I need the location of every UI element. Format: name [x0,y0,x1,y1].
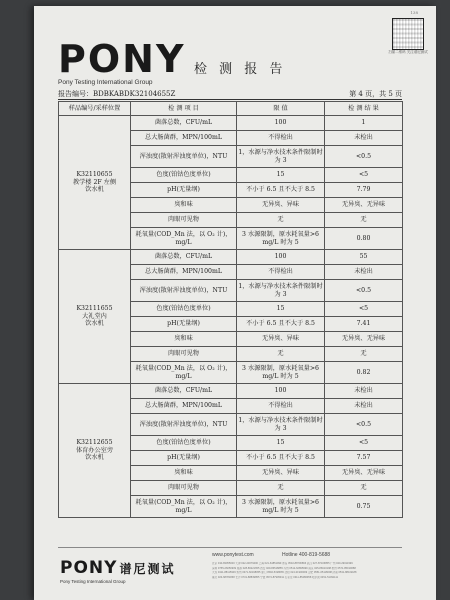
footer-divider [58,547,402,548]
test-item: 臭和味 [131,332,237,347]
contact-line: 深圳 0755-26050909 成都 028-86221655 西安 029-86518855 苏州 0512-62895999 南京 025-86910198 杭州 0571-85199688 [212,566,356,570]
test-item: pH(无量纲) [131,451,237,466]
limit-value: 无异臭、异味 [237,332,325,347]
test-item: 耗氧量(COD_Mn 法，以 O₂ 计)，mg/L [131,496,237,518]
limit-value: 不小于 6.5 且不大于 8.5 [237,317,325,332]
test-item: 总大肠菌群，MPN/100mL [131,131,237,146]
test-result: 无异臭、无异味 [325,466,403,481]
test-item: 肉眼可见物 [131,481,237,496]
limit-value: 无 [237,347,325,362]
limit-value: 无异臭、异味 [237,466,325,481]
footer-logo [60,558,175,584]
test-result: 0.80 [325,228,403,250]
test-result: 0.82 [325,362,403,384]
column-header: 限 值 [237,102,325,116]
test-item: 菌落总数，CFU/mL [131,116,237,131]
limit-value: 100 [237,250,325,265]
limit-value: 15 [237,302,325,317]
limit-value: 100 [237,384,325,399]
report-page [34,6,436,600]
top-page-number: 138 [410,10,418,15]
test-item: pH(无量纲) [131,183,237,198]
test-result: 无 [325,481,403,496]
table-row [59,250,403,265]
test-item: 菌落总数，CFU/mL [131,384,237,399]
test-result: 0.75 [325,496,403,518]
test-item: pH(无量纲) [131,317,237,332]
report-number: 报告编号：BDBKABDK32104655Z [58,90,176,98]
test-item: 总大肠菌群，MPN/100mL [131,399,237,414]
limit-value: 1，水源与净水技术条件限制时为 3 [237,414,325,436]
test-item: 色度(铂钴色度单位) [131,436,237,451]
logo-wordmark: PONY [58,37,186,81]
test-result: <5 [325,436,403,451]
limit-value: 不得检出 [237,265,325,280]
test-item: 菌落总数，CFU/mL [131,250,237,265]
contact-line: 大连 0411-88115909 郑州 0371-60198055 厦门 0592-5198665 沈阳 024-31900009 合肥 0551-65118098 济南 0531-88119188 [212,571,357,575]
sample-location: K32111655 大礼堂内 饮水机 [59,250,131,384]
limit-value: 不得检出 [237,399,325,414]
test-result: 未检出 [325,399,403,414]
test-result: 无 [325,213,403,228]
contact-line: 重庆 023-68781868 长沙 0731-88839855 宁波 0574-87905911 石家庄 0311-85286958 哈尔滨 0451-51091111 [212,575,339,579]
test-result: <0.5 [325,146,403,168]
test-result: 7.41 [325,317,403,332]
results-table [58,101,403,518]
column-header: 检 测 结 果 [325,102,403,116]
test-item: 臭和味 [131,466,237,481]
qr-code-icon [392,18,424,50]
test-result: 7.57 [325,451,403,466]
limit-value: 15 [237,436,325,451]
sample-location: K32110655 教学楼 2F 左侧 饮水机 [59,116,131,250]
table-row [59,384,403,399]
limit-value: 3 水源限制，原水耗氧量>6 mg/L 时为 5 [237,228,325,250]
test-result: <5 [325,168,403,183]
sample-location: K32112655 体育办公室旁 饮水机 [59,384,131,518]
test-item: 色度(铂钴色度单位) [131,302,237,317]
test-item: 色度(铂钴色度单位) [131,168,237,183]
test-item: 浑浊度(散射浑浊度单位)，NTU [131,414,237,436]
limit-value: 不得检出 [237,131,325,146]
footer-website: www.ponytest.com [212,552,254,558]
test-result: <5 [325,302,403,317]
logo-subtitle: Pony Testing International Group [58,79,153,86]
test-result: 未检出 [325,265,403,280]
report-title: 检 测 报 告 [194,62,287,77]
test-result: <0.5 [325,414,403,436]
test-item: 浑浊度(散射浑浊度单位)，NTU [131,146,237,168]
test-result: 1 [325,116,403,131]
test-result: <0.5 [325,280,403,302]
column-header: 检 测 项 目 [131,102,237,116]
test-item: 总大肠菌群，MPN/100mL [131,265,237,280]
limit-value: 100 [237,116,325,131]
test-item: 浑浊度(散射浑浊度单位)，NTU [131,280,237,302]
limit-value: 不小于 6.5 且不大于 8.5 [237,451,325,466]
test-result: 无异臭、无异味 [325,332,403,347]
limit-value: 无 [237,213,325,228]
footer-logo-chinese: 谱尼测试 [119,562,176,576]
test-result: 55 [325,250,403,265]
table-body [59,116,403,518]
footer-contacts [212,562,427,580]
footer-logo-subtitle: Pony Testing International Group [60,579,126,584]
limit-value: 15 [237,168,325,183]
limit-value: 无异臭、异味 [237,198,325,213]
limit-value: 1，水源与净水技术条件限制时为 3 [237,280,325,302]
contact-line: 北京 010-83055000 天津 022-23079400 上海 021-64851999 青岛 0532-88706866 武汉 027-87106855 广州 020-29011999 [212,562,353,565]
test-item: 耗氧量(COD_Mn 法，以 O₂ 计)，mg/L [131,228,237,250]
test-result: 未检出 [325,384,403,399]
limit-value: 1，水源与净水技术条件限制时为 3 [237,146,325,168]
test-item: 肉眼可见物 [131,347,237,362]
pony-logo [58,37,186,86]
table-row [59,116,403,131]
column-header: 样品编号/采样位置 [59,102,131,116]
limit-value: 3 水源限制，原水耗氧量>6 mg/L 时为 5 [237,362,325,384]
test-item: 肉眼可见物 [131,213,237,228]
page-info: 第 4 页，共 5 页 [349,90,402,98]
footer-hotline: Hotline 400-819-5688 [282,552,331,558]
footer-logo-wordmark: PONY [60,558,118,578]
test-result: 无 [325,347,403,362]
test-result: 无异臭、无异味 [325,198,403,213]
header-divider [58,99,402,100]
limit-value: 3 水源限制，原水耗氧量>6 mg/L 时为 5 [237,496,325,518]
test-result: 未检出 [325,131,403,146]
test-item: 臭和味 [131,198,237,213]
limit-value: 不小于 6.5 且不大于 8.5 [237,183,325,198]
test-item: 耗氧量(COD_Mn 法，以 O₂ 计)，mg/L [131,362,237,384]
test-result: 7.79 [325,183,403,198]
limit-value: 无 [237,481,325,496]
qr-caption: 扫描二维码 关注谱尼测试 [388,50,428,54]
table-header-row [59,102,403,116]
